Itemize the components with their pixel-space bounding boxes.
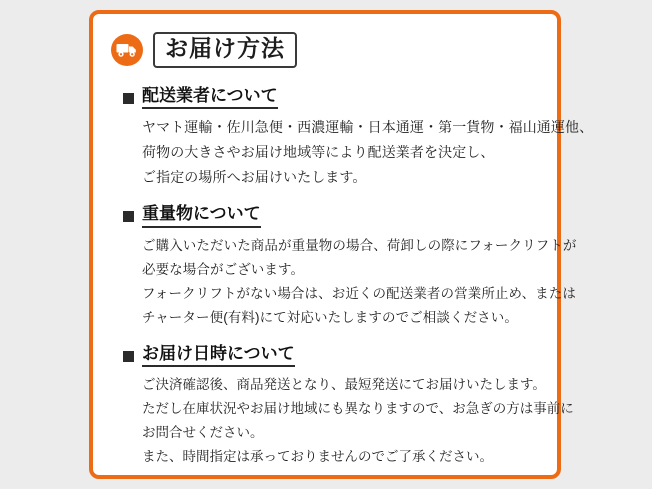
- section-heading: [123, 344, 543, 367]
- body-line: 必要な場合がございます。: [142, 261, 305, 277]
- body-line: ヤマト運輸・佐川急便・西濃運輸・日本通運・第一貨物・福山通運他、: [142, 119, 594, 136]
- body-line: ただし在庫状況やお届け地域にも異なりますので、お急ぎの方は事前に: [142, 400, 574, 416]
- square-bullet-icon: [123, 93, 134, 104]
- section-heavy-items: [107, 204, 577, 329]
- square-bullet-icon: [123, 351, 134, 362]
- section-delivery-date: [107, 343, 574, 469]
- delivery-truck-icon: [111, 34, 143, 66]
- section-heading: [123, 86, 543, 109]
- body-line: フォークリフトがない場合は、お近くの配送業者の営業所止め、または: [142, 285, 576, 301]
- section-body: [123, 373, 574, 469]
- page-title: お届け方法: [165, 35, 285, 62]
- section-carriers: [107, 86, 594, 190]
- card-header: [107, 28, 543, 72]
- page-title-box: [153, 32, 297, 67]
- body-line: 荷物の大きさやお届け地域等により配送業者を決定し、: [142, 144, 495, 161]
- body-line: チャーター便(有料)にて対応いたしますのでご相談ください。: [142, 309, 518, 325]
- square-bullet-icon: [123, 211, 134, 222]
- section-title: 重量物について: [142, 204, 261, 227]
- section-body: [123, 115, 594, 190]
- body-line: また、時間指定は承っておりませんのでご了承ください。: [142, 449, 493, 464]
- shipping-info-card: [89, 10, 594, 479]
- section-heading: [123, 204, 543, 227]
- body-line: ご指定の場所へお届けいたします。: [142, 169, 367, 186]
- body-line: お問合せください。: [142, 424, 264, 440]
- section-title: お届け日時について: [142, 344, 295, 367]
- card-inner: [107, 28, 594, 464]
- section-body: [123, 234, 577, 330]
- body-line: ご購入いただいた商品が重量物の場合、荷卸しの際にフォークリフトが: [142, 237, 577, 253]
- body-line: ご決済確認後、商品発送となり、最短発送にてお届けいたします。: [142, 376, 546, 392]
- section-title: 配送業者について: [142, 86, 278, 109]
